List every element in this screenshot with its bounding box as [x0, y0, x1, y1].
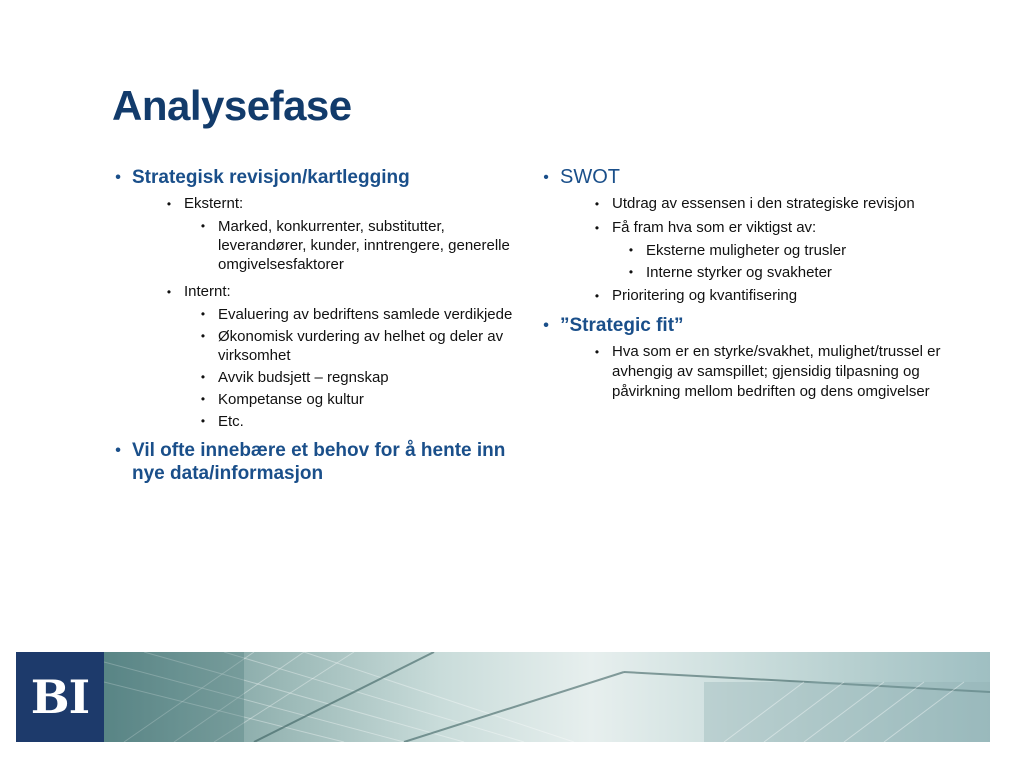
- bullet-icon: •: [200, 307, 206, 321]
- bi-logo: [16, 652, 104, 742]
- architecture-photo-graphic: [104, 652, 990, 742]
- bullet-icon: •: [166, 197, 172, 211]
- bullet-icon: •: [200, 414, 206, 428]
- bullet-nye-data: [112, 439, 517, 485]
- bullet-text: SWOT: [560, 166, 620, 188]
- bullet-text: Prioritering og kvantifisering: [612, 287, 798, 304]
- bullet-text: Etc.: [218, 413, 244, 430]
- sublist-eksternt: [198, 217, 517, 274]
- bullet-text: Få fram hva som er viktigst av:: [612, 219, 817, 236]
- architecture-photo: [104, 652, 990, 742]
- bullet-icon: •: [115, 169, 121, 186]
- sublist-swot: [592, 194, 950, 306]
- bullet-icon: •: [166, 285, 172, 299]
- bullet-text: Utdrag av essensen i den strategiske revisjon: [612, 195, 915, 212]
- bullet-icon: •: [200, 219, 206, 233]
- bullet-text: Vil ofte innebære et behov for å hente inn nye data/informasjon: [132, 440, 506, 484]
- bullet-eksternt: [164, 194, 517, 214]
- left-column: [112, 166, 517, 490]
- bullet-internt-item: [198, 368, 517, 387]
- left-bullet-list: [112, 166, 517, 189]
- bullet-icon: •: [115, 442, 121, 459]
- bullet-icon: •: [543, 169, 549, 186]
- sublist-revisjon: [164, 194, 517, 214]
- bullet-text: Evaluering av bedriftens samlede verdikjede: [218, 306, 513, 323]
- bullet-swot-sub-item: [626, 263, 950, 282]
- sublist-eksternt-container: [164, 217, 517, 274]
- footer-banner: [16, 652, 990, 742]
- sublist-fit: [592, 342, 950, 402]
- bullet-eksternt-item: [198, 217, 517, 274]
- bullet-icon: •: [628, 265, 634, 279]
- sublist-internt-wrap: [164, 305, 517, 431]
- bullet-text: Eksterne muligheter og trusler: [646, 242, 847, 259]
- sublist-internt: [198, 305, 517, 431]
- bullet-text: Marked, konkurrenter, substitutter, leverandører, kunder, inntrengere, generelle omgivelsesfaktorer: [218, 218, 510, 273]
- bullet-internt-item: [198, 327, 517, 365]
- bullet-icon: •: [594, 345, 600, 359]
- bullet-icon: •: [200, 329, 206, 343]
- bullet-text: Økonomisk vurdering av helhet og deler av virksomhet: [218, 328, 504, 364]
- bullet-swot-item: [592, 218, 950, 238]
- bullet-text: Strategisk revisjon/kartlegging: [132, 167, 410, 188]
- logo-text: BI: [30, 670, 90, 724]
- bullet-internt-item: [198, 390, 517, 409]
- bullet-swot-sub-item: [626, 241, 950, 260]
- sublist-eksternt-wrap: [164, 217, 517, 274]
- bullet-swot-item: [592, 194, 950, 214]
- left-bullet-list-2: [112, 439, 517, 485]
- bullet-text: Kompetanse og kultur: [218, 391, 364, 408]
- bullet-text: Internt:: [184, 283, 231, 300]
- bullet-icon: •: [594, 197, 600, 211]
- bullet-text: Eksternt:: [184, 195, 244, 212]
- bullet-swot-item: [592, 286, 950, 306]
- bullet-icon: •: [200, 392, 206, 406]
- sublist-internt-container: [164, 305, 517, 431]
- bullet-fit-item: [592, 342, 950, 402]
- bullet-text: Avvik budsjett – regnskap: [218, 369, 389, 386]
- bullet-internt-item: [198, 412, 517, 431]
- bullet-strategic-fit: [540, 314, 950, 337]
- bullet-icon: •: [594, 221, 600, 235]
- bullet-icon: •: [543, 317, 549, 334]
- bullet-internt: [164, 282, 517, 302]
- bullet-internt-item: [198, 305, 517, 324]
- bullet-strategisk-revisjon: [112, 166, 517, 189]
- sublist-swot-sub: [626, 241, 950, 282]
- slide-title: Analysefase: [112, 82, 352, 129]
- bullet-icon: •: [594, 289, 600, 303]
- bullet-text: ”Strategic fit”: [560, 315, 684, 336]
- bullet-swot: [540, 166, 950, 189]
- sublist-internt-head: [164, 282, 517, 302]
- right-bullet-list: [540, 166, 950, 189]
- right-column: [540, 166, 950, 402]
- bullet-icon: •: [628, 243, 634, 257]
- sublist-swot-sub-container: [592, 241, 950, 282]
- bullet-icon: •: [200, 370, 206, 384]
- bullet-text: Hva som er en styrke/svakhet, mulighet/trussel er avhengig av samspillet; gjensidig tilpasning og påvirkning mellom bedriften og dens omgivelser: [612, 343, 941, 400]
- bullet-text: Interne styrker og svakheter: [646, 264, 832, 281]
- right-bullet-list-2: [540, 314, 950, 337]
